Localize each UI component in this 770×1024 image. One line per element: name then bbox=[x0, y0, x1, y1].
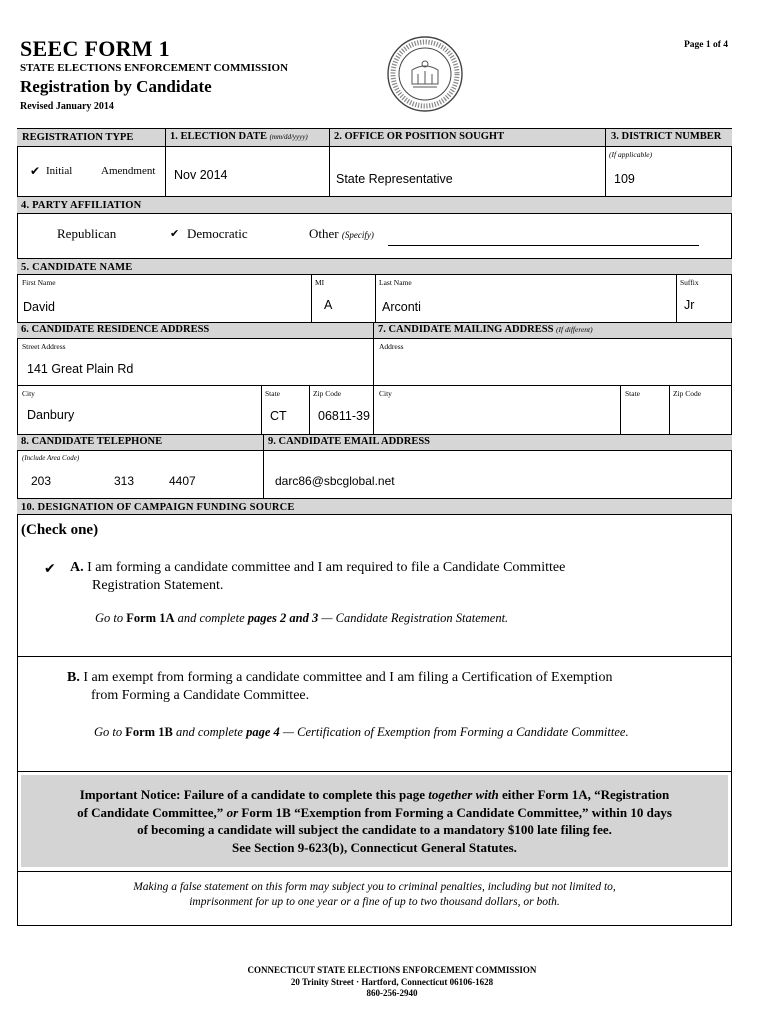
phone-line[interactable]: 4407 bbox=[169, 474, 196, 488]
footer-agency: CONNECTICUT STATE ELECTIONS ENFORCEMENT COMMISSION bbox=[247, 965, 537, 975]
mailing-address-value[interactable] bbox=[378, 352, 728, 382]
phone-area-code[interactable]: 203 bbox=[31, 474, 52, 488]
notice-l2b: or bbox=[226, 804, 239, 820]
mailing-city-label: City bbox=[379, 389, 392, 398]
option-b-goto-2: and complete bbox=[175, 725, 243, 739]
funding-header: 10. DESIGNATION OF CAMPAIGN FUNDING SOURCE bbox=[17, 498, 732, 515]
option-a-text[interactable] bbox=[70, 559, 710, 595]
footer-address: 20 Trinity Street · Hartford, Connecticut 06106-1628 bbox=[290, 976, 494, 987]
option-b-line1 bbox=[67, 669, 717, 687]
mailing-header-text: 7. CANDIDATE MAILING ADDRESS bbox=[378, 324, 554, 335]
suffix-label: Suffix bbox=[680, 278, 699, 287]
office-value[interactable]: State Representative bbox=[336, 172, 453, 186]
election-date-label-text: 1. ELECTION DATE bbox=[170, 131, 267, 142]
democratic-checkmark[interactable]: ✔ bbox=[170, 227, 180, 240]
zip-value[interactable]: 06811-39 bbox=[318, 409, 370, 423]
city-value[interactable]: Danbury bbox=[27, 408, 75, 422]
street-label: Street Address bbox=[22, 342, 66, 351]
form-title: SEEC FORM 1 bbox=[20, 36, 170, 61]
option-b-text[interactable] bbox=[67, 669, 717, 705]
election-date-value[interactable]: Nov 2014 bbox=[174, 168, 228, 182]
initial-option[interactable]: Initial bbox=[46, 165, 73, 177]
option-b-text-1: I am exempt from forming a candidate committee and I am filing a Certification of Exemption bbox=[83, 670, 613, 685]
initial-checkmark[interactable]: ✔ bbox=[30, 164, 41, 178]
option-b-page: page 4 bbox=[246, 725, 280, 739]
option-b-goto-3: — Certification of Exemption from Forming a Candidate Committee. bbox=[282, 725, 629, 739]
option-b-goto-1: Go to bbox=[94, 725, 123, 739]
warning-line2: imprisonment for up to one year or a fine of up to two thousand dollars, or both. bbox=[189, 896, 560, 908]
option-b-form: Form 1B bbox=[125, 725, 173, 739]
election-date-label bbox=[170, 131, 308, 142]
option-a-text-1: I am forming a candidate committee and I am required to file a Candidate Committee bbox=[87, 560, 566, 575]
option-b-line2: from Forming a Candidate Committee. bbox=[91, 688, 310, 703]
city-label: City bbox=[22, 389, 35, 398]
footer bbox=[0, 965, 770, 1000]
district-label: 3. DISTRICT NUMBER bbox=[611, 131, 722, 142]
state-seal-icon bbox=[385, 34, 465, 114]
false-statement-warning bbox=[17, 880, 732, 910]
election-date-format: (mm/dd/yyyy) bbox=[269, 133, 308, 141]
amendment-option[interactable]: Amendment bbox=[101, 165, 156, 177]
last-name-label: Last Name bbox=[379, 278, 412, 287]
option-a-goto-1: Go to bbox=[95, 611, 124, 625]
party-other-label: Other bbox=[309, 226, 339, 241]
email-value[interactable]: darc86@sbcglobal.net bbox=[275, 474, 395, 488]
notice-l1a: Important Notice: Failure of a candidate to complete this page bbox=[79, 787, 426, 802]
option-a-goto-3: — Candidate Registration Statement. bbox=[321, 611, 509, 625]
mailing-note: (If different) bbox=[556, 325, 593, 334]
suffix-value[interactable]: Jr bbox=[684, 298, 695, 312]
notice-top-line bbox=[17, 771, 732, 772]
zip-label: Zip Code bbox=[313, 389, 342, 398]
option-a-instructions bbox=[95, 611, 508, 626]
residence-header: 6. CANDIDATE RESIDENCE ADDRESS bbox=[21, 324, 210, 335]
district-note: (If applicable) bbox=[609, 150, 653, 159]
party-other-specify: (Specify) bbox=[341, 230, 374, 240]
mailing-header bbox=[378, 324, 593, 335]
option-b-instructions bbox=[94, 725, 629, 740]
party-republican[interactable]: Republican bbox=[57, 226, 117, 241]
option-a-letter: A. bbox=[70, 560, 84, 575]
mi-label: MI bbox=[315, 278, 325, 287]
page-number: Page 1 of 4 bbox=[684, 40, 729, 50]
option-a-pages: pages 2 and 3 bbox=[247, 611, 319, 625]
party-other[interactable] bbox=[309, 226, 374, 242]
notice-line1 bbox=[21, 786, 728, 804]
first-name-label: First Name bbox=[22, 278, 56, 287]
mailing-state-label: State bbox=[625, 389, 640, 398]
check-one-label: (Check one) bbox=[21, 522, 99, 538]
last-name-value[interactable]: Arconti bbox=[382, 300, 421, 314]
option-a-checkmark[interactable]: ✔ bbox=[44, 561, 56, 577]
notice-line4: See Section 9-623(b), Connecticut General Statutes. bbox=[232, 839, 517, 855]
district-value[interactable]: 109 bbox=[614, 172, 635, 186]
funding-divider bbox=[17, 656, 732, 657]
office-label: 2. OFFICE OR POSITION SOUGHT bbox=[334, 131, 505, 142]
party-other-line[interactable] bbox=[388, 245, 699, 246]
state-value[interactable]: CT bbox=[270, 409, 287, 423]
mi-value[interactable]: A bbox=[324, 298, 333, 312]
notice-l2a: of Candidate Committee,” bbox=[77, 804, 224, 820]
option-b-letter: B. bbox=[67, 670, 80, 685]
name-header: 5. CANDIDATE NAME bbox=[17, 258, 732, 275]
email-header: 9. CANDIDATE EMAIL ADDRESS bbox=[268, 436, 431, 447]
registration-type-label: REGISTRATION TYPE bbox=[22, 132, 134, 143]
notice-l2c: Form 1B “Exemption from Forming a Candidate Committee,” within 10 days bbox=[241, 804, 672, 820]
important-notice-text bbox=[21, 786, 728, 856]
notice-line2 bbox=[21, 804, 728, 822]
option-a-line1 bbox=[70, 559, 710, 577]
agency-name: STATE ELECTIONS ENFORCEMENT COMMISSION bbox=[20, 62, 289, 74]
first-name-value[interactable]: David bbox=[23, 300, 55, 314]
phone-prefix[interactable]: 313 bbox=[114, 474, 135, 488]
option-a-goto-2: and complete bbox=[177, 611, 245, 625]
telephone-note: (Include Area Code) bbox=[22, 454, 80, 462]
party-header: 4. PARTY AFFILIATION bbox=[17, 196, 732, 214]
form-subtitle: Registration by Candidate bbox=[20, 77, 212, 96]
option-a-line2: Registration Statement. bbox=[92, 578, 224, 593]
revised-date: Revised January 2014 bbox=[20, 101, 114, 112]
notice-l1c: either Form 1A, “Registration bbox=[501, 787, 670, 802]
street-value[interactable]: 141 Great Plain Rd bbox=[27, 362, 134, 376]
notice-line3: of becoming a candidate will subject the candidate to a mandatory $100 late filing fee. bbox=[137, 822, 612, 837]
footer-phone: 860-256-2940 bbox=[366, 988, 418, 998]
party-democratic[interactable]: Democratic bbox=[187, 226, 248, 241]
telephone-header: 8. CANDIDATE TELEPHONE bbox=[21, 436, 163, 447]
state-label: State bbox=[265, 389, 280, 398]
option-a-form: Form 1A bbox=[126, 611, 175, 625]
mailing-address-label: Address bbox=[379, 342, 404, 351]
warning-line1: Making a false statement on this form may subject you to criminal penalties, including but not limited to, bbox=[133, 881, 616, 893]
mailing-zip-label: Zip Code bbox=[673, 389, 702, 398]
notice-l1b: together with bbox=[428, 787, 499, 802]
